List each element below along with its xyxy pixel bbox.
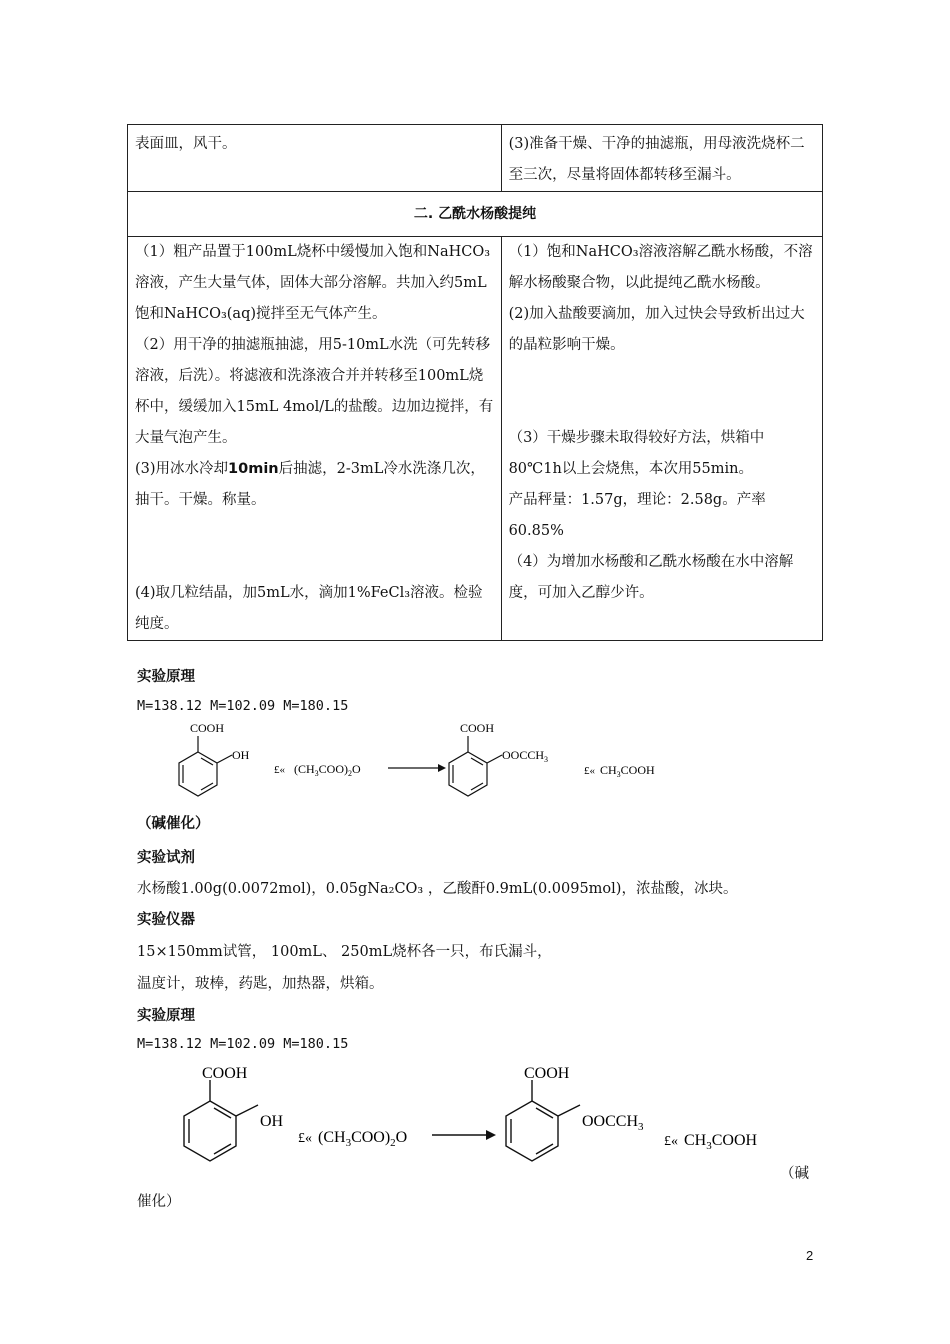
catalyst-note-2b: 催化） — [137, 1194, 181, 1210]
left-step-1: （1）粗产品置于100mL烧杯中缓慢加入饱和NaHCO₃溶液，产生大量气体，固体大部分溶解。共加入约5mL 饱和NaHCO₃(aq)搅拌至无气体产生。 — [135, 244, 491, 322]
product-substituent: $OOCCH_3$ — [582, 1113, 644, 1133]
apparatus-line-1: 15×150mm试管， 100mL、 250mL烧杯各一只，布氏漏斗， — [137, 944, 552, 960]
table-cell-right — [501, 237, 822, 641]
cooh-label: COOH — [190, 721, 225, 735]
reaction-scheme-small — [170, 718, 690, 813]
table-cell-right — [501, 125, 822, 192]
procedure-table — [127, 124, 823, 641]
cell-text: 表面皿，风干。 — [135, 136, 237, 152]
table-cell-left — [128, 125, 502, 192]
apparatus-line-2: 温度计，玻棒，药匙，加热器，烘箱。 — [137, 976, 384, 992]
reaction-scheme-large — [170, 1058, 790, 1178]
catalyst-note-2a: （碱 — [780, 1166, 809, 1182]
oh-label: OH — [232, 748, 250, 762]
molar-masses-2: M=138.12 M=102.09 M=180.15 — [137, 1036, 349, 1052]
right-step-4: （4）为增加水杨酸和乙酰水杨酸在水中溶解度，可加入乙醇少许。 — [508, 554, 794, 601]
plus-sign: £« — [298, 1131, 312, 1146]
table-row — [128, 125, 823, 192]
section-title: 二. 乙酰水杨酸提纯 — [128, 192, 823, 237]
reagent-label: $(CH_3COO)_2O$ — [318, 1129, 408, 1149]
product-substituent: $OOCCH_3$ — [502, 748, 549, 764]
left-step-3-time: 10min — [228, 461, 279, 477]
spacer — [509, 392, 815, 423]
molar-masses: M=138.12 M=102.09 M=180.15 — [137, 698, 349, 714]
plus-sign: £« — [584, 765, 595, 777]
page-number: 2 — [806, 1248, 814, 1263]
oh-label: OH — [260, 1113, 284, 1130]
left-step-4: (4)取几粒结晶，加5mL水，滴加1%FeCl₃溶液。检验纯度。 — [135, 585, 483, 632]
cell-text: (3)准备干燥、干净的抽滤瓶，用母液洗烧杯二至三次，尽量将固体都转移至漏斗。 — [508, 136, 805, 183]
right-step-yield: 产品秤量：1.57g，理论：2.58g。产率60.85% — [508, 492, 766, 539]
heading-apparatus: 实验仪器 — [137, 912, 195, 928]
catalyst-note: （碱催化） — [137, 816, 210, 832]
plus-sign: £« — [274, 764, 285, 776]
reagent-label: $(CH_3COO)_2O$ — [294, 762, 361, 778]
byproduct-label: $CH_3COOH$ — [600, 763, 655, 779]
table-row — [128, 192, 823, 237]
spacer — [135, 516, 494, 578]
heading-principle: 实验原理 — [137, 669, 195, 685]
table-row — [128, 237, 823, 641]
byproduct-label: $CH_3COOH$ — [684, 1132, 758, 1152]
left-step-3-a: (3)用冰水冷却 — [135, 461, 229, 477]
reagents-list: 水杨酸1.00g(0.0072mol)，0.05gNa₂CO₃ ，乙酸酐0.9mL(0.0095mol)，浓盐酸，冰块。 — [137, 881, 738, 897]
left-step-3 — [135, 454, 494, 516]
right-step-2: (2)加入盐酸要滴加，加入过快会导致析出过大的晶粒影响干燥。 — [508, 306, 805, 353]
right-step-1: （1）饱和NaHCO₃溶液溶解乙酰水杨酸，不溶解水杨酸聚合物，以此提纯乙酰水杨酸。 — [508, 244, 813, 291]
cooh-label: COOH — [524, 1065, 570, 1082]
table-cell-left — [128, 237, 502, 641]
heading-principle-2: 实验原理 — [137, 1008, 195, 1024]
left-step-3-b: 后抽滤，2-3mL冷水洗涤几次，抽干。干燥。称量。 — [135, 461, 485, 508]
cooh-label: COOH — [202, 1065, 248, 1082]
left-step-2: （2）用干净的抽滤瓶抽滤，用5-10mL水洗（可先转移溶液，后洗）。将滤液和洗涤液合并并转移至100mL烧杯中，缓缓加入15mL 4mol/L的盐酸。边加边搅拌，有大量气泡产生。 — [135, 337, 494, 446]
spacer — [509, 361, 815, 392]
cooh-label: COOH — [460, 721, 495, 735]
plus-sign: £« — [664, 1134, 678, 1149]
right-step-3: （3）干燥步骤未取得较好方法，烘箱中80℃1h以上会烧焦，本次用55min。 — [508, 430, 765, 477]
heading-reagents: 实验试剂 — [137, 850, 195, 866]
